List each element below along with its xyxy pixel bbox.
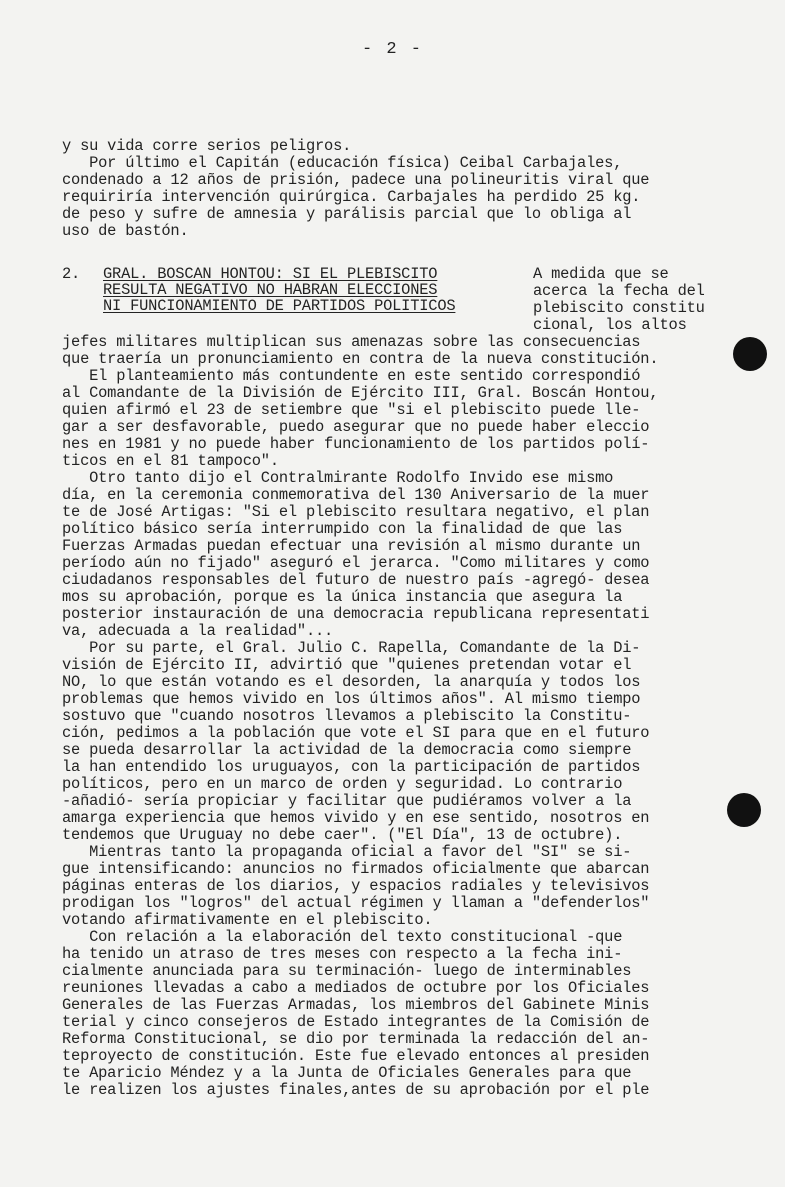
text-line: gue intensificando: anuncios no firmados oficialmente que abarcan [62,860,650,878]
text-line: ticos en el 81 tampoco". [62,452,279,470]
punch-hole [733,337,767,371]
text-line: mos su aprobación, porque es la única instancia que asegura la [62,588,623,606]
text-line: quien afirmó el 23 de setiembre que "si el plebiscito puede lle- [62,401,641,419]
text-line: políticos, pero en un marco de orden y seguridad. Lo contrario [62,775,623,793]
text-line: visión de Ejército II, advirtió que "quienes pretendan votar el [62,656,632,674]
text-line: y su vida corre serios peligros. [62,137,352,155]
text-line: te de José Artigas: "Si el plebiscito resultara negativo, el plan [62,503,650,521]
section-number: 2. [62,265,81,283]
text-line: votando afirmativamente en el plebiscito. [62,911,433,929]
text-line: jefes militares multiplican sus amenazas sobre las consecuencias [62,333,641,351]
text-line: sostuvo que "cuando nosotros llevamos a plebiscito la Constitu- [62,707,632,725]
text-line: al Comandante de la División de Ejército III, Gral. Boscán Hontou, [62,384,659,402]
text-line: requiriría intervención quirúrgica. Carbajales ha perdido 25 kg. [62,188,641,206]
text-line: la han entendido los uruguayos, con la participación de partidos [62,758,641,776]
text-line: le realizen los ajustes finales,antes de su aprobación por el ple [62,1081,650,1099]
text-line: día, en la ceremonia conmemorativa del 130 Aniversario de la muer [62,486,650,504]
text-line: NO, lo que están votando es el desorden, la anarquía y todos los [62,673,641,691]
text-line: que traería un pronunciamiento en contra de la nueva constitución. [62,350,659,368]
text-line: problemas que hemos vivido en los últimos años". Al mismo tiempo [62,690,641,708]
text-line: teproyecto de constitución. Este fue elevado entonces al presiden [62,1047,650,1065]
text-line: Mientras tanto la propaganda oficial a favor del "SI" se si- [62,843,632,861]
text-line: uso de bastón. [62,222,189,240]
text-line: Fuerzas Armadas puedan efectuar una revisión al mismo durante un [62,537,641,555]
text-line: Por su parte, el Gral. Julio C. Rapella, Comandante de la Di- [62,639,641,657]
section-heading-line: GRAL. BOSCAN HONTOU: SI EL PLEBISCITO [103,265,438,283]
text-line: amarga experiencia que hemos vivido y en ese sentido, nosotros en [62,809,650,827]
text-line: terial y cinco consejeros de Estado integrantes de la Comisión de [62,1013,650,1031]
text-line: Por último el Capitán (educación física) Ceibal Carbajales, [62,154,623,172]
text-line: ción, pedimos a la población que vote el SI para que en el futuro [62,724,650,742]
text-line: Otro tanto dijo el Contralmirante Rodolfo Invido ese mismo [62,469,614,487]
text-line: te Aparicio Méndez y a la Junta de Oficiales Generales para que [62,1064,632,1082]
text-line: período aún no fijado" aseguró el jerarca. "Como militares y como [62,554,650,572]
text-line: -añadió- sería propiciar y facilitar que pudiéramos volver a la [62,792,632,810]
text-line: condenado a 12 años de prisión, padece una polineuritis viral que [62,171,650,189]
text-line: reuniones llevadas a cabo a mediados de octubre por los Oficiales [62,979,650,997]
text-line: páginas enteras de los diarios, y espacios radiales y televisivos [62,877,650,895]
text-line: cialmente anunciada para su terminación- luego de interminables [62,962,632,980]
section-heading-line: NI FUNCIONAMIENTO DE PARTIDOS POLITICOS [103,297,456,315]
text-line: A medida que se [533,265,669,283]
text-line: se pueda desarrollar la actividad de la democracia como siempre [62,741,632,759]
section-heading-line: RESULTA NEGATIVO NO HABRAN ELECCIONES [103,281,438,299]
text-line: nes en 1981 y no puede haber funcionamiento de los partidos polí- [62,435,650,453]
text-line: prodigan los "logros" del actual régimen y llaman a "defenderlos" [62,894,650,912]
text-line: tendemos que Uruguay no debe caer". ("El Día", 13 de octubre). [62,826,623,844]
text-line: acerca la fecha del [533,282,705,300]
text-line: va, adecuada a la realidad"... [62,622,334,640]
page-number: - 2 - [361,40,423,59]
text-line: El planteamiento más contundente en este sentido correspondió [62,367,641,385]
text-line: Con relación a la elaboración del texto constitucional -que [62,928,623,946]
text-line: ha tenido un atraso de tres meses con respecto a la fecha ini- [62,945,623,963]
text-line: de peso y sufre de amnesia y parálisis parcial que lo obliga al [62,205,632,223]
text-line: cional, los altos [533,316,687,334]
text-line: plebiscito constitu [533,299,705,317]
text-line: posterior instauración de una democracia republicana representati [62,605,650,623]
text-line: Generales de las Fuerzas Armadas, los miembros del Gabinete Minis [62,996,650,1014]
text-line: ciudadanos responsables del futuro de nuestro país -agregó- desea [62,571,650,589]
text-line: gar a ser desfavorable, puedo asegurar que no puede haber eleccio [62,418,650,436]
text-line: político básico sería interrumpido con la finalidad de que las [62,520,623,538]
text-line: Reforma Constitucional, se dio por terminada la redacción del an- [62,1030,650,1048]
punch-hole [727,793,761,827]
